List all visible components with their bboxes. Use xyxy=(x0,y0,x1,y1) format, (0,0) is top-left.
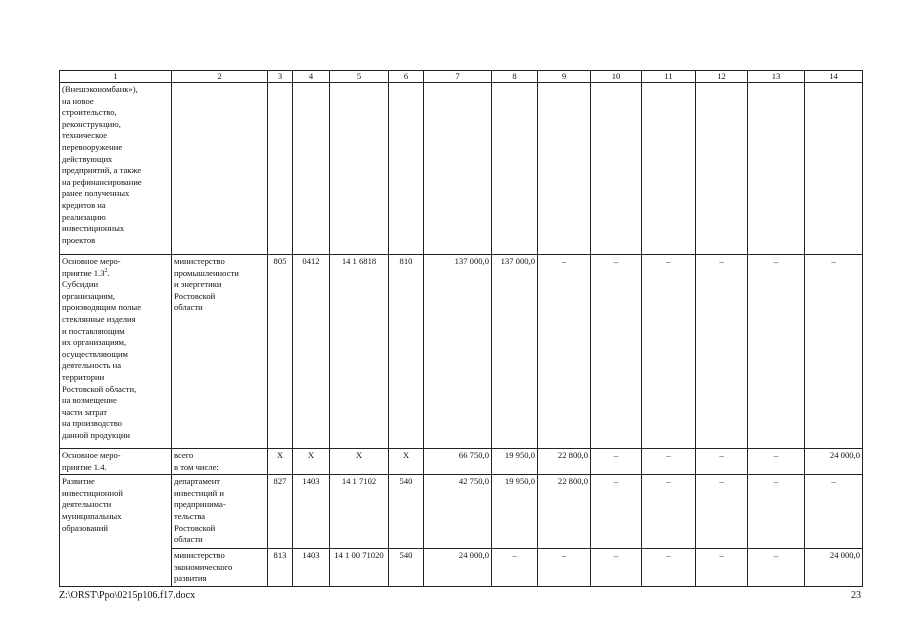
table-cell: – xyxy=(591,549,642,587)
table-cell: 14 1 00 71020 xyxy=(330,549,389,587)
table-cell: 1403 xyxy=(293,475,330,549)
budget-table xyxy=(59,70,863,587)
column-header: 14 xyxy=(805,71,863,83)
table-cell xyxy=(748,83,805,255)
table-cell xyxy=(330,83,389,255)
table-cell: 24 000,0 xyxy=(424,549,492,587)
table-cell: – xyxy=(696,449,748,475)
table-cell: 813 xyxy=(268,549,293,587)
column-header: 12 xyxy=(696,71,748,83)
table-cell: 42 750,0 xyxy=(424,475,492,549)
table-cell: 14 1 6818 xyxy=(330,255,389,449)
table-cell: 66 750,0 xyxy=(424,449,492,475)
table-cell: – xyxy=(696,475,748,549)
table-cell: – xyxy=(748,475,805,549)
table-cell: 540 xyxy=(389,475,424,549)
table-cell: 14 1 7102 xyxy=(330,475,389,549)
table-cell xyxy=(696,83,748,255)
table-cell: 137 000,0 xyxy=(424,255,492,449)
column-header: 13 xyxy=(748,71,805,83)
table-cell: – xyxy=(642,475,696,549)
executor-cell: министерство экономического развития xyxy=(172,549,268,587)
table-cell: 19 950,0 xyxy=(492,475,538,549)
table-row xyxy=(60,83,863,255)
measure-description-cell: Развитие инвестиционной деятельности муниципальных образований xyxy=(60,475,172,587)
executor-cell: департамент инвестиций и предпринима- тельства Ростовской области xyxy=(172,475,268,549)
table-cell: 24 000,0 xyxy=(805,449,863,475)
table-cell: X xyxy=(330,449,389,475)
table-cell xyxy=(389,83,424,255)
table-cell: – xyxy=(591,475,642,549)
table-cell: – xyxy=(805,475,863,549)
table-cell xyxy=(642,83,696,255)
measure-description-cell: (Внешэкономбанк»), на новое строительство, реконструкцию, техническое перевооружение действующих предприятий, а также на рефинансирование ранее полученных кредитов на реализацию инвестиционных проектов xyxy=(60,83,172,255)
table-cell: 22 800,0 xyxy=(538,449,591,475)
header-row xyxy=(60,71,863,83)
footnote-mark: 2 xyxy=(104,267,108,274)
table-row xyxy=(60,255,863,449)
table-cell: – xyxy=(538,255,591,449)
page-number: 23 xyxy=(851,590,861,601)
table-cell: – xyxy=(538,549,591,587)
table-cell: 540 xyxy=(389,549,424,587)
column-header: 11 xyxy=(642,71,696,83)
column-header: 5 xyxy=(330,71,389,83)
table-row xyxy=(60,449,863,475)
table-cell: – xyxy=(591,449,642,475)
table-cell: – xyxy=(748,255,805,449)
table-cell xyxy=(538,83,591,255)
table-cell: 805 xyxy=(268,255,293,449)
table-cell: X xyxy=(268,449,293,475)
measure-title-text: Основное меро- приятие 1.3 xyxy=(62,256,121,278)
column-header: 9 xyxy=(538,71,591,83)
table-cell xyxy=(591,83,642,255)
table-cell: – xyxy=(748,449,805,475)
table-cell: 0412 xyxy=(293,255,330,449)
table-cell: – xyxy=(591,255,642,449)
table-cell: 137 000,0 xyxy=(492,255,538,449)
table-cell: X xyxy=(389,449,424,475)
column-header: 1 xyxy=(60,71,172,83)
table-cell: – xyxy=(696,255,748,449)
table-cell: 827 xyxy=(268,475,293,549)
table-cell xyxy=(268,83,293,255)
column-header: 4 xyxy=(293,71,330,83)
executor-cell: всего в том числе: xyxy=(172,449,268,475)
table-cell: – xyxy=(492,549,538,587)
table-cell: – xyxy=(642,449,696,475)
table-row xyxy=(60,549,863,587)
measure-description-cell: Основное меро- приятие 1.4. xyxy=(60,449,172,475)
table-row xyxy=(60,475,863,549)
table-cell xyxy=(805,83,863,255)
measure-body-text: . Субсидии организациям, производящим полые стеклянные изделия и поставляющим их организациям, осуществляющим деятельность на территории Ростовской области, на возмещение части затрат на производство данной продукции xyxy=(62,267,142,440)
table-cell: – xyxy=(642,549,696,587)
column-header: 10 xyxy=(591,71,642,83)
table-cell xyxy=(424,83,492,255)
executor-cell: министерство промышленности и энергетики Ростовской области xyxy=(172,255,268,449)
table-cell: – xyxy=(642,255,696,449)
footer-file-path: Z:\ORST\Ppo\0215p106.f17.docx xyxy=(59,590,196,601)
table-cell: 22 800,0 xyxy=(538,475,591,549)
column-header: 2 xyxy=(172,71,268,83)
measure-description-cell xyxy=(60,255,172,449)
column-header: 7 xyxy=(424,71,492,83)
table-cell: 19 950,0 xyxy=(492,449,538,475)
table-cell: – xyxy=(805,255,863,449)
table-cell: X xyxy=(293,449,330,475)
table-cell: – xyxy=(748,549,805,587)
executor-cell xyxy=(172,83,268,255)
table-cell xyxy=(492,83,538,255)
table-cell: – xyxy=(696,549,748,587)
column-header: 3 xyxy=(268,71,293,83)
table-cell xyxy=(293,83,330,255)
table-cell: 810 xyxy=(389,255,424,449)
column-header: 8 xyxy=(492,71,538,83)
table-cell: 24 000,0 xyxy=(805,549,863,587)
table-cell: 1403 xyxy=(293,549,330,587)
column-header: 6 xyxy=(389,71,424,83)
